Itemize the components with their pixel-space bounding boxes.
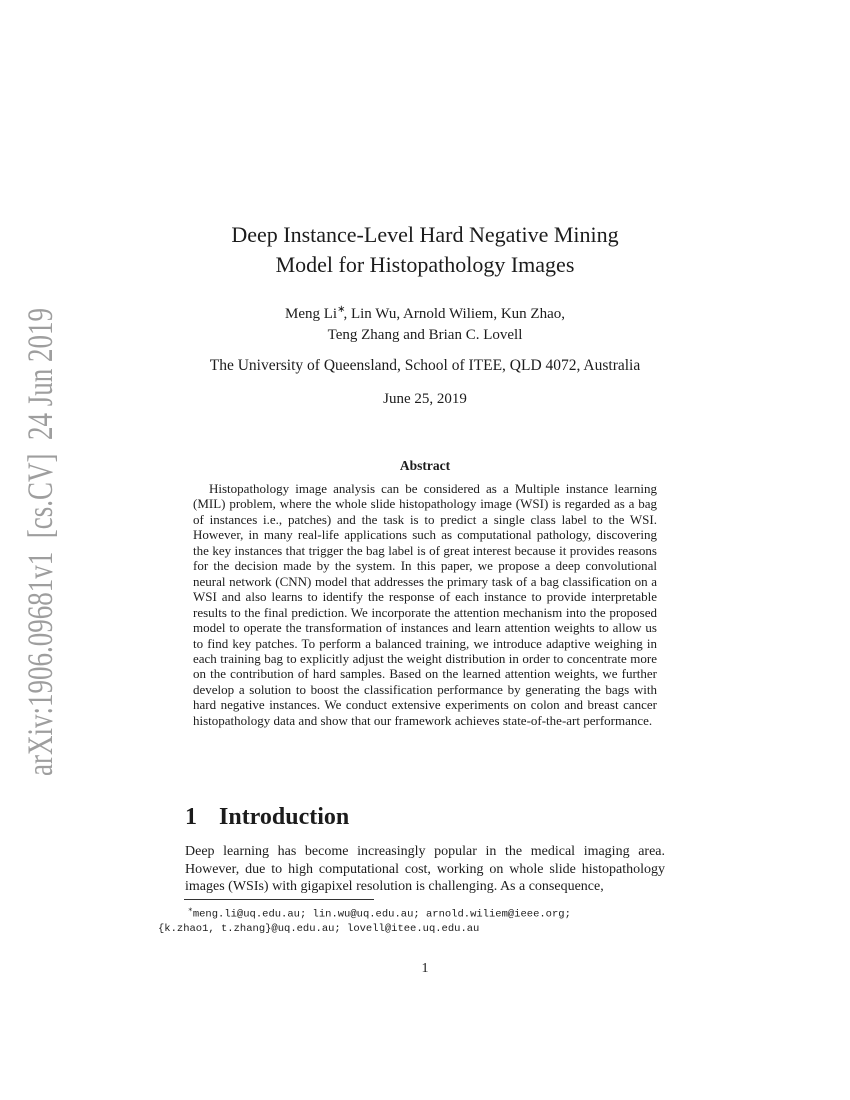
paper-title-line1: Deep Instance-Level Hard Negative Mining <box>231 222 619 247</box>
footnote-emails-1: meng.li@uq.edu.au; lin.wu@uq.edu.au; arnold.wiliem@ieee.org; <box>192 908 571 921</box>
author-name-meng-li: Meng Li <box>284 306 338 322</box>
paper-title-line2: Model for Histopathology Images <box>275 252 575 277</box>
introduction-paragraph: Deep learning has become increasingly popular in the medical imaging area. However, due to high computational cost, working on whole slide histopathology images (WSIs) with gigapixel resolution is challenging. As a consequence, <box>185 844 665 894</box>
footnote-line-1 <box>158 904 672 922</box>
affiliation: The University of Queensland, School of ITEE, QLD 4072, Australia <box>209 357 641 374</box>
paper-date: June 25, 2019 <box>383 391 467 407</box>
section-title: Introduction <box>219 804 350 830</box>
author-footnote-marker: ∗ <box>337 304 346 315</box>
footnote-line-2: {k.zhao1, t.zhang}@uq.edu.au; lovell@itee.uq.edu.au <box>158 923 480 935</box>
arxiv-stamp: arXiv:1906.09681v1 [cs.CV] 24 Jun 2019 <box>19 308 61 776</box>
page-number: 1 <box>421 961 429 976</box>
abstract-body: Histopathology image analysis can be considered as a Multiple instance learning (MIL) problem, where the whole slide histopathology image (WSI) is regarded as a bag of instances i.e., patches) and the task is to predict a single class label to the WSI. However, in many real-life applications such as computational pathology, discovering the key instances that trigger the bag label is of great interest because it provides reasons for the decision made by the system. In this paper, we propose a deep convolutional neural network (CNN) model that addresses the primary task of a bag classification on a WSI and also learns to identify the response of each instance to provide interpretable results to the final prediction. We incorporate the attention mechanism into the proposed model to operate the transformation of instances and learn attention weights to allow us to find key patches. To perform a balanced training, we introduce adaptive weighing in each training bag to explicitly adjust the weight distribution in order to concentrate more on the contribution of hard samples. Based on the learned attention weights, we further develop a solution to boost the classification performance by generating the bags with hard negative instances. We conduct extensive experiments on colon and breast cancer histopathology data and show that our framework achieves state-of-the-art performance. <box>193 481 657 728</box>
author-line-1 <box>0 299 850 325</box>
abstract-heading: Abstract <box>399 458 451 473</box>
section-number: 1 <box>185 804 197 830</box>
section-heading-introduction <box>185 804 349 831</box>
paper-title <box>0 220 850 280</box>
footnote <box>158 904 672 937</box>
author-line-1-rest: , Lin Wu, Arnold Wiliem, Kun Zhao, <box>343 306 566 322</box>
footnote-rule <box>184 899 374 900</box>
author-line-2: Teng Zhang and Brian C. Lovell <box>327 327 523 343</box>
author-list <box>0 299 850 346</box>
footnote-marker: ∗ <box>188 906 193 915</box>
